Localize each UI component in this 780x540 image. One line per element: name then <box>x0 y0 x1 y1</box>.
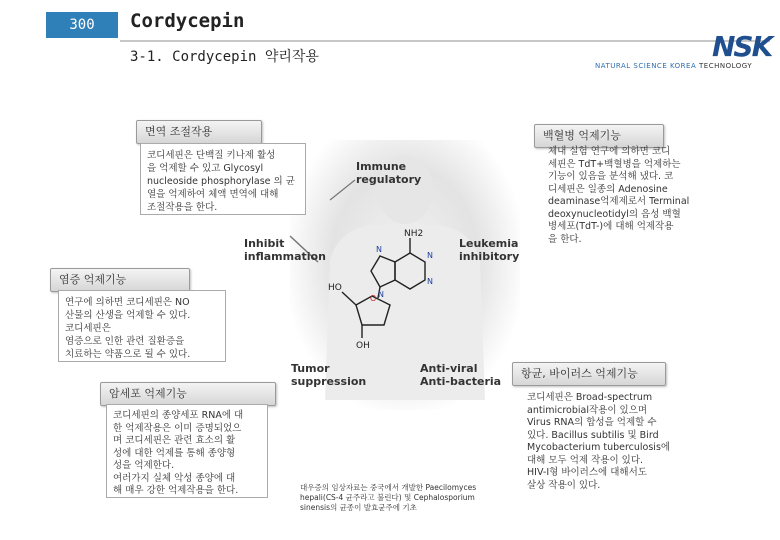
node-immune-regulatory <box>356 160 421 186</box>
text-line: Virus RNA의 합성을 억제할 수 <box>527 417 657 428</box>
text-line: 코디세핀은 Broad-spectrum <box>527 392 653 403</box>
section-text-inflammation <box>58 290 226 362</box>
text-line: 을 한다. <box>548 233 582 245</box>
node-antiviral-antibacteria <box>420 362 501 388</box>
text-line: 조절작용을 한다. <box>147 202 218 213</box>
section-text-antibacterial <box>527 392 707 492</box>
caption-line: sinensis의 균종이 발효균주에 기초 <box>300 503 417 512</box>
nsk-logo: NSK <box>712 30 772 63</box>
text-line: deoxynucleotidyl의 음성 백혈 <box>548 208 681 220</box>
text-line: HIV-I형 바이러스에 대해서도 <box>527 467 647 478</box>
text-line: antimicrobial작용이 있으며 <box>527 404 648 416</box>
molecule-n-label: N <box>427 277 433 286</box>
text-line: 산물의 산생을 억제할 수 있다. <box>65 310 191 321</box>
text-line: 염증으로 인한 관련 질환증을 <box>65 336 185 347</box>
text-line: 코디세핀의 종양세포 RNA에 대 <box>113 410 244 421</box>
text-line: Mycobacterium tuberculosis에 <box>527 442 671 453</box>
text-line: 해 매우 강한 억제작용을 한다. <box>113 485 239 496</box>
section-text-leukemia <box>548 146 720 246</box>
caption-line: hepali(CS-4 균주라고 불린다) 및 Cephalosporium <box>300 493 475 502</box>
page-title: Cordycepin <box>130 10 245 32</box>
node-line: Leukemia <box>459 237 519 250</box>
molecule-o-label: O <box>370 294 377 303</box>
text-line: 한 억제작용은 이미 증명되었으 <box>113 422 242 434</box>
connector-immune <box>330 180 355 200</box>
text-line: 코디세핀은 단백질 키나제 활성 <box>147 150 276 161</box>
section-tab-inflammation: 염증 억제기능 <box>50 268 190 292</box>
page-subtitle: 3-1. Cordycepin 약리작용 <box>130 49 319 65</box>
text-line: 치료하는 약품으로 될 수 있다. <box>65 349 191 360</box>
text-line: 병세포(TdT-)에 대해 억제작용 <box>548 221 674 232</box>
text-line: 살상 작용이 있다. <box>527 479 601 491</box>
text-line: 며 코디세핀은 관련 효소의 활 <box>113 435 236 446</box>
molecule-ho-label: HO <box>328 283 342 293</box>
node-line: Tumor <box>291 362 330 375</box>
text-line: 을 억제할 수 있고 Glycosyl <box>147 163 264 174</box>
section-tab-leukemia: 백혈병 억제기능 <box>534 124 664 148</box>
section-tab-anticancer: 암세포 억제기능 <box>100 382 276 406</box>
node-line: regulatory <box>356 173 422 186</box>
text-line: 세핀은 TdT+백혈병을 억제하는 <box>548 158 681 170</box>
node-line: Immune <box>356 160 407 173</box>
text-line: 연구에 의하면 코디세핀은 NO <box>65 297 190 308</box>
caption-line: 대우증의 임상자료는 중국에서 개발한 Paecilomyces <box>300 483 477 492</box>
section-text-anticancer <box>106 404 268 498</box>
molecule-nh2-label: NH2 <box>404 229 424 239</box>
text-line: 코디세핀은 <box>65 323 111 334</box>
logo-tagline-black: TECHNOLOGY <box>699 62 753 70</box>
node-line: suppression <box>291 375 367 388</box>
node-inhibit-inflammation <box>244 237 326 263</box>
node-leukemia-inhibitory <box>459 237 519 263</box>
text-line: 대해 모두 억제 작용이 있다. <box>527 454 644 466</box>
node-line: inflammation <box>244 250 326 263</box>
logo-tagline-blue: NATURAL SCIENCE KOREA <box>595 62 697 70</box>
text-line: deaminase억제제로서 Terminal <box>548 196 690 207</box>
section-tab-immune: 면역 조절작용 <box>136 120 262 144</box>
text-line: 기능이 있음을 분석해 냈다. 코 <box>548 171 674 182</box>
node-tumor-suppression <box>291 362 366 388</box>
text-line: 디세핀은 일종의 Adenosine <box>548 183 668 195</box>
molecule-n-label: N <box>427 251 433 260</box>
text-line: 여러가지 실체 악성 종양에 대 <box>113 472 236 484</box>
text-line: nucleoside phosphorylase 의 균 <box>147 176 295 187</box>
section-text-immune <box>140 143 306 215</box>
section-number-badge: 300 <box>46 12 118 38</box>
footnote-caption <box>300 483 500 513</box>
node-line: inhibitory <box>459 250 520 263</box>
molecule-oh-label: OH <box>356 341 370 351</box>
node-line: Inhibit <box>244 237 285 250</box>
text-line: 있다. Bacillus subtilis 및 Bird <box>527 429 659 441</box>
molecule-n-label: N <box>376 245 382 254</box>
text-line: 성에 대한 억제를 통해 종양형 <box>113 447 236 459</box>
text-line: 체내 실험 연구에 의하면 코디 <box>548 146 671 157</box>
node-line: Anti-viral <box>420 362 478 375</box>
molecule-n-label: N <box>378 290 384 299</box>
node-line: Anti-bacteria <box>420 375 502 388</box>
text-line: 열을 억제하여 체액 면역에 대해 <box>147 189 279 200</box>
section-tab-antibacterial: 항균, 바이러스 억제기능 <box>512 362 666 386</box>
text-line: 성을 억제한다. <box>113 460 175 471</box>
